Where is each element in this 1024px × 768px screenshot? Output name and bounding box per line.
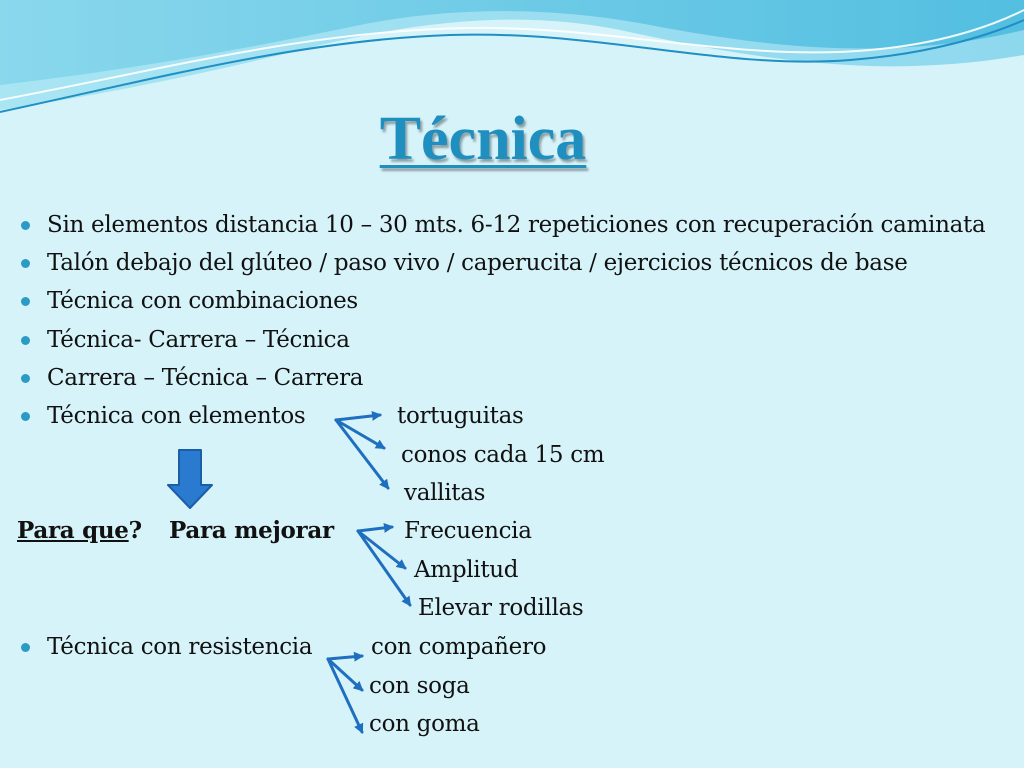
arrow-down-icon [168, 450, 212, 508]
arrow-right-icon [358, 531, 410, 605]
mejorar-option: Amplitud [414, 557, 519, 583]
bullet-text: Técnica- Carrera – Técnica [47, 327, 350, 353]
arrow-right-icon [328, 656, 362, 659]
arrow-right-icon [358, 527, 392, 531]
arrow-right-icon [328, 659, 362, 690]
bullet-text: Técnica con combinaciones [47, 288, 358, 314]
bullet-text: Técnica con resistencia [47, 634, 313, 660]
arrow-right-icon [328, 659, 362, 732]
elementos-option: tortuguitas [397, 403, 524, 429]
resistencia-option: con soga [369, 673, 470, 699]
mejorar-option: Frecuencia [404, 518, 532, 544]
arrow-right-icon [336, 420, 388, 488]
resistencia-option: con goma [369, 711, 480, 737]
mejorar-option: Elevar rodillas [418, 595, 584, 621]
arrow-right-icon [336, 420, 384, 448]
bullet-text: Talón debajo del glúteo / paso vivo / caperucita / ejercicios técnicos de base [47, 250, 908, 276]
question-mark: ? [128, 517, 142, 544]
para-mejorar-label: Para mejorar [169, 517, 334, 544]
elementos-option: conos cada 15 cm [401, 442, 605, 468]
para-que-label: Para que [17, 517, 129, 544]
bullet-text: Técnica con elementos [47, 403, 306, 429]
elementos-option: vallitas [404, 480, 486, 506]
resistencia-option: con compañero [371, 634, 547, 660]
arrow-right-icon [336, 415, 380, 420]
bullet-text: Carrera – Técnica – Carrera [47, 365, 364, 391]
slide-title: Técnica [379, 105, 587, 173]
bullet-text: Sin elementos distancia 10 – 30 mts. 6-12 repeticiones con recuperación caminata [47, 212, 986, 238]
